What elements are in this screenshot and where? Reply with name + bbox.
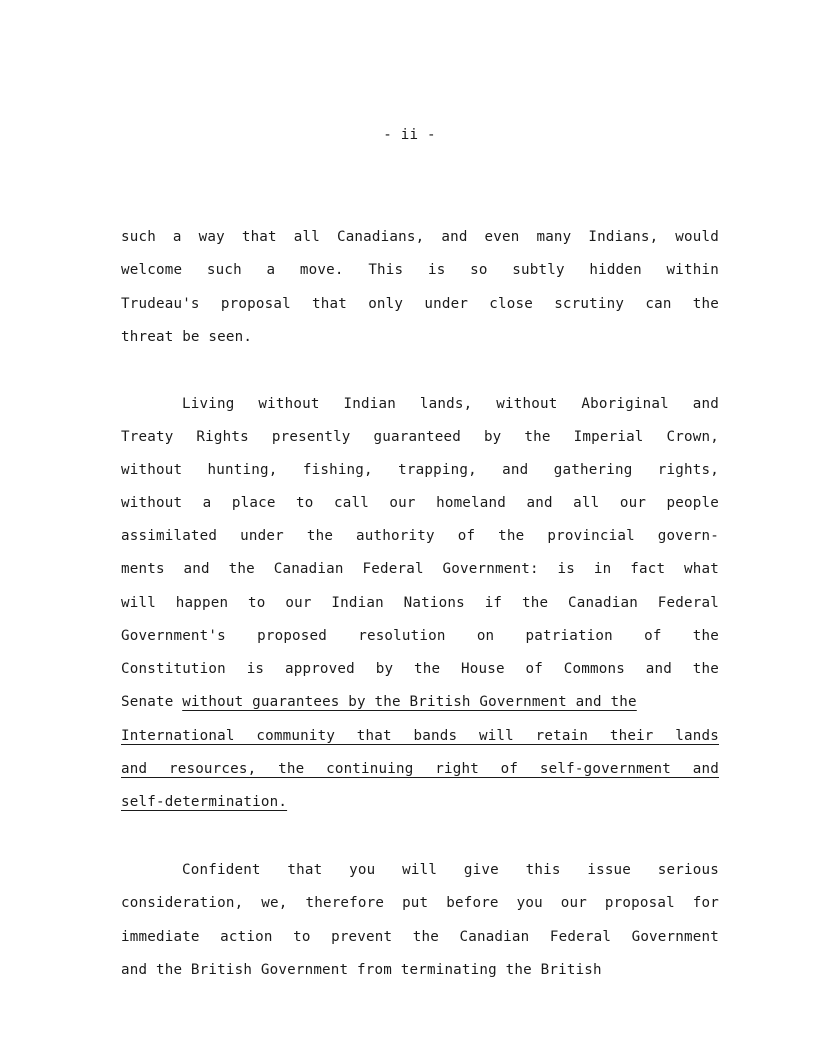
underlined-line-2: and resources, the continuing right of self-government and [121,761,719,777]
underlined-line-1: International community that bands will retain their lands [121,728,719,744]
paragraph-2-line-8: Government's proposed resolution on patriation of the [121,628,719,644]
paragraph-2-line-2: Treaty Rights presently guaranteed by the Imperial Crown, [121,429,719,445]
paragraph-2-line-3: without hunting, fishing, trapping, and gathering rights, [121,462,719,478]
page-number: - ii - [383,127,436,143]
paragraph-2-line-7: will happen to our Indian Nations if the Canadian Federal [121,595,719,611]
paragraph-2-line-4: without a place to call our homeland and all our people [121,495,719,511]
paragraph-3-line-2: consideration, we, therefore put before you our proposal for [121,895,719,911]
paragraph-1-line-2: welcome such a move. This is so subtly hidden within [121,262,719,278]
paragraph-2-line-6: ments and the Canadian Federal Government: is in fact what [121,561,719,577]
paragraph-3-line-1: Confident that you will give this issue serious [182,862,719,878]
paragraph-2-line-10 [121,691,719,713]
paragraph-1-line-3: Trudeau's proposal that only under close scrutiny can the [121,296,719,312]
paragraph-2-line-9: Constitution is approved by the House of Commons and the [121,661,719,677]
paragraph-2-line-1: Living without Indian lands, without Aboriginal and [182,396,719,412]
paragraph-1-line-4: threat be seen. [121,329,253,345]
paragraph-2-line-5: assimilated under the authority of the provincial govern- [121,528,719,544]
paragraph-1-line-1: such a way that all Canadians, and even many Indians, would [121,229,719,245]
paragraph-2-line-13 [121,791,719,813]
paragraph-3-line-4: and the British Government from terminating the British [121,962,602,978]
mixed-line-underlined: without guarantees by the British Government and the [182,694,637,710]
underlined-line-3: self-determination. [121,794,288,810]
paragraph-2-line-12 [121,758,719,780]
mixed-line-plain: Senate [121,694,183,710]
paragraph-3-line-3: immediate action to prevent the Canadian Federal Government [121,929,719,945]
paragraph-2-line-11 [121,725,719,747]
